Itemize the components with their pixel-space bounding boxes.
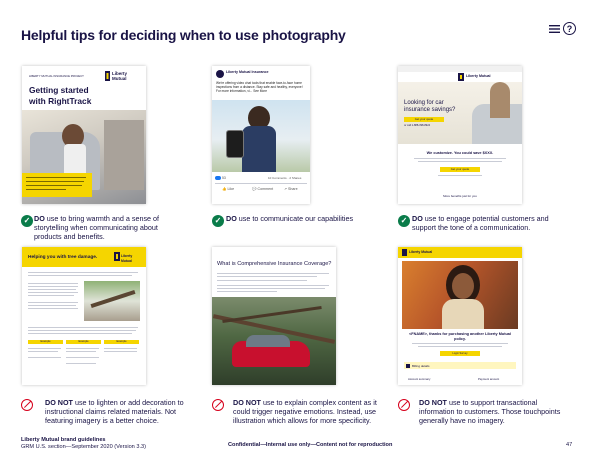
do-not-icon: [21, 399, 33, 411]
billing-label: Billing details: [412, 363, 430, 368]
brochure-brand: Liberty Mutual: [112, 71, 128, 81]
col-3-label: Example: [116, 340, 127, 343]
footer-confidential: Confidential—Internal use only—Content not for reproduction: [228, 442, 393, 448]
do-label: DO: [34, 214, 45, 223]
do-not-icon: [398, 399, 410, 411]
do-text: use to communicate our capabilities: [236, 214, 354, 223]
login-survey-button[interactable]: [440, 351, 480, 356]
liberty-mutual-logo: [112, 72, 142, 81]
col-2-label: Example: [78, 340, 89, 343]
do-text: use to bring warmth and a sense of storytelling when communicating about products and benefits.: [34, 214, 160, 241]
do-caption-3: [412, 214, 562, 232]
facebook-post-thumbnail: [212, 66, 310, 204]
do-checkmark-icon: ✓: [212, 215, 224, 227]
like-button[interactable]: 👍 Like: [222, 187, 235, 191]
get-quote-label-2: Get your quote: [450, 167, 470, 171]
share-label: Share: [288, 187, 298, 191]
savings-subhead: We customize. You could save $XXX.: [426, 151, 494, 155]
do-not-text: use to lighten or add decoration to instructional claims related materials. Not featuring imagery is a better choice.: [45, 398, 184, 425]
brochure-headline-2: with RightTrack: [29, 96, 92, 106]
like-label: Like: [227, 187, 235, 191]
do-label: DO: [412, 214, 423, 223]
do-not-text: use to support transactional information to customers. Those touchpoints generally have no imagery.: [419, 398, 561, 425]
benefits-footer: More benefits just for you: [443, 194, 477, 198]
hero-headline-1: Looking for car: [404, 100, 444, 106]
page-number: 47: [566, 442, 573, 448]
fallen-tree-photo: [84, 281, 140, 321]
storm-damaged-car-photo: [212, 297, 336, 385]
get-quote-button[interactable]: [404, 117, 444, 122]
account-name: Liberty Mutual Insurance: [226, 70, 269, 74]
do-not-label: DO NOT: [233, 398, 261, 407]
article-headline: What is Comprehensive Insurance Coverage?: [217, 261, 332, 267]
brochure-tagline: LIBERTY MUTUAL INSURANCE PROJECT: [29, 74, 84, 78]
col-1-label: Example: [40, 340, 51, 343]
billing-icon: [406, 364, 410, 368]
account-summary-label: Account summary: [408, 377, 431, 381]
help-icon[interactable]: ?: [563, 22, 576, 35]
thanks-message: <FNAME>, thanks for purchasing another Liberty Mutual policy.: [409, 332, 511, 341]
get-quote-button-2[interactable]: [440, 167, 480, 172]
footer-brand: Liberty Mutual brand guidelines: [21, 437, 106, 443]
menu-icon[interactable]: [549, 24, 560, 34]
brochure-headline-1: Getting started: [29, 85, 89, 95]
comprehensive-coverage-thumbnail: [212, 247, 336, 385]
phone-number: or call 1-888-398-8924: [404, 124, 431, 127]
account-avatar: [216, 70, 224, 78]
do-checkmark-icon: ✓: [21, 215, 33, 227]
page-title: Helpful tips for deciding when to use photography: [21, 27, 346, 43]
do-caption-2: [226, 214, 376, 223]
do-not-caption-1: [45, 398, 195, 425]
doc-brand: Liberty Mutual: [121, 254, 133, 263]
do-not-caption-2: [233, 398, 383, 425]
post-text: We're offering video chat tools that enable face-to-face home inspections from a distance. Stay safe and healthy, everyone! For more information, vi... See More: [216, 81, 303, 93]
doc-col-header-1: [28, 340, 63, 344]
comment-label: Comment: [257, 187, 274, 191]
do-not-caption-3: [419, 398, 569, 425]
do-text: use to engage potential customers and support the tone of a communication.: [412, 214, 549, 232]
get-quote-label: Get your quote: [414, 117, 434, 121]
hero-headline-2: insurance savings?: [404, 107, 456, 113]
doc-col-header-2: [66, 340, 101, 344]
do-checkmark-icon: ✓: [398, 215, 410, 227]
reaction-icons: [215, 176, 221, 180]
reaction-count: 53: [222, 176, 226, 180]
brochure-yellow-band: [22, 173, 92, 197]
login-survey-label: Login Survey: [452, 352, 468, 355]
smiling-woman-photo: [402, 261, 518, 329]
purchase-confirmation-email-thumbnail: [398, 247, 522, 385]
share-button[interactable]: ↗ Share: [284, 187, 298, 191]
doc-col-header-3: [104, 340, 139, 344]
video-chat-photo: [212, 100, 310, 172]
do-label: DO: [226, 214, 237, 223]
do-not-label: DO NOT: [45, 398, 73, 407]
comment-button[interactable]: 💬 Comment: [252, 187, 274, 191]
payment-amount-label: Payment amount: [478, 377, 500, 381]
hero-photo: [398, 82, 522, 144]
do-not-icon: [212, 399, 224, 411]
comment-share-counts: 10 Comments · 2 Shares: [268, 176, 302, 180]
righttrack-brochure-thumbnail: [22, 66, 146, 204]
do-caption-1: [34, 214, 184, 241]
email-topbar-label: Liberty Mutual: [409, 250, 433, 254]
do-not-text: use to explain complex content as it could trigger negative emotions. Instead, use illustration which allows for more specificity.: [233, 398, 377, 425]
car-insurance-webpage-thumbnail: [398, 66, 522, 204]
footer-section: GRM U.S. section—September 2020 (Version 3.3): [21, 444, 146, 450]
doc-headline: Helping you with tree damage.: [28, 255, 98, 260]
liberty-statue-icon: [104, 71, 111, 81]
billing-row: [404, 362, 516, 369]
webpage-header: Liberty Mutual: [398, 72, 522, 82]
email-topbar: [398, 247, 522, 258]
tree-damage-doc-thumbnail: [22, 247, 146, 385]
do-not-label: DO NOT: [419, 398, 447, 407]
